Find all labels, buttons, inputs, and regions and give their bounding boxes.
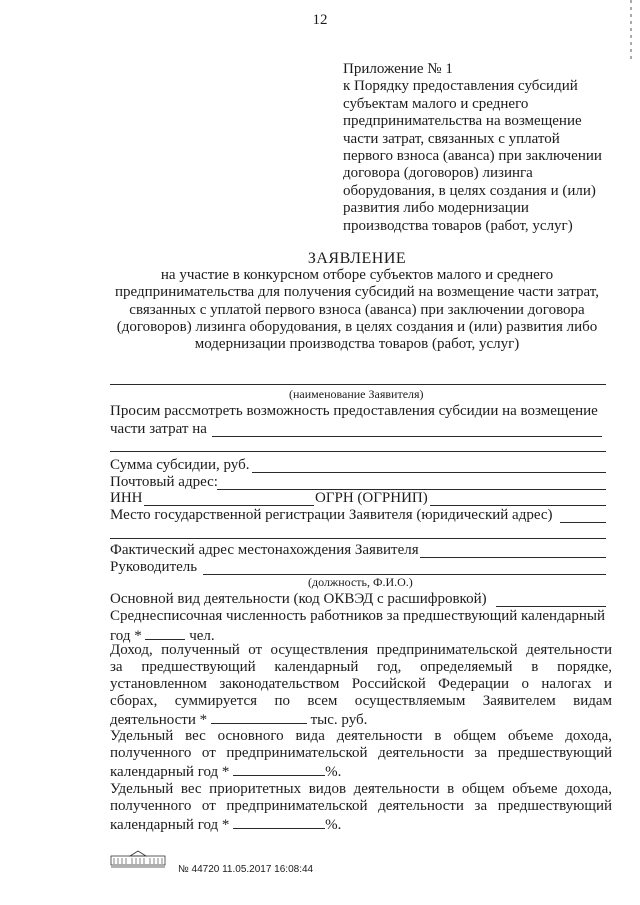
appendix-line: развития либо модернизации — [343, 200, 529, 217]
priority-share-prefix: календарный год * — [110, 817, 230, 833]
ogrn-field[interactable] — [430, 505, 606, 506]
inn-field[interactable] — [144, 505, 314, 506]
main-share-field[interactable] — [233, 762, 325, 776]
document-title: ЗАЯВЛЕНИЕ — [307, 250, 407, 267]
registration-place-label: Место государственной регистрации Заявителя (юридический адрес) — [110, 507, 553, 523]
main-share-percent: %. — [325, 764, 342, 780]
headcount-field[interactable] — [145, 626, 185, 640]
appendix-line: предпринимательства на возмещение — [343, 113, 582, 130]
priority-share-field[interactable] — [233, 815, 325, 829]
appendix-line: оборудования, в целях создания и (или) — [343, 182, 596, 199]
main-share-prefix: календарный год * — [110, 764, 230, 780]
actual-address-label: Фактический адрес местонахождения Заявителя — [110, 542, 419, 558]
subtitle-line: (договоров) лизинга оборудования, в целях создания и (или) развития либо — [116, 318, 598, 335]
main-share-row — [110, 762, 341, 781]
priority-share-line: полученного от предпринимательской деятельности за предшествующий — [110, 798, 612, 814]
okved-field[interactable] — [496, 606, 606, 607]
income-line: установленном законодательством Российской Федерации о налогах и — [110, 676, 612, 692]
headcount-text: Среднесписочная численность работников за предшествующий календарный — [110, 608, 605, 624]
cost-purpose-field[interactable] — [212, 436, 602, 437]
ogrn-label: ОГРН (ОГРНИП) — [315, 490, 428, 506]
appendix-line: первого взноса (аванса) при заключении — [343, 148, 602, 165]
income-last-row — [110, 710, 367, 729]
subtitle-line: модернизации производства товаров (работ, услуг) — [194, 336, 520, 353]
applicant-name-field[interactable] — [110, 384, 606, 385]
subsidy-amount-label: Сумма субсидии, руб. — [110, 457, 250, 473]
appendix-line: к Порядку предоставления субсидий — [343, 78, 578, 95]
document-subtitle — [0, 267, 640, 353]
income-field[interactable] — [211, 710, 307, 724]
priority-share-row — [110, 815, 341, 834]
income-line: сборах, суммируется по всем осуществляемым Заявителем видам — [110, 693, 612, 709]
scan-edge-mark — [628, 0, 636, 60]
building-logo-icon — [110, 850, 166, 868]
appendix-line: субъектам малого и среднего — [343, 95, 529, 112]
registration-place-field[interactable] — [560, 522, 606, 523]
priority-share-percent: %. — [325, 817, 342, 833]
subtitle-line: связанных с уплатой первого взноса (аванса) при заключении договора — [129, 301, 585, 318]
inn-label: ИНН — [110, 490, 143, 506]
appendix-line: Приложение № 1 — [343, 61, 453, 77]
headcount-prefix: год * — [110, 628, 142, 644]
okved-label: Основной вид деятельности (код ОКВЭД с расшифровкой) — [110, 591, 487, 607]
income-line: Доход, полученный от осуществления предпринимательской деятельности — [110, 642, 612, 658]
page-number: 12 — [312, 12, 328, 28]
income-unit: тыс. руб. — [310, 712, 368, 728]
appendix-block — [343, 61, 602, 235]
priority-share-line: Удельный вес приоритетных видов деятельности в общем объеме дохода, — [110, 781, 612, 797]
main-share-line: полученного от предпринимательской деятельности за предшествующий — [110, 745, 612, 761]
cost-purpose-field-continued[interactable] — [110, 451, 606, 452]
appendix-line: договора (договоров) лизинга — [343, 165, 533, 182]
registration-stamp: № 44720 11.05.2017 16:08:44 — [178, 864, 314, 875]
applicant-name-caption: (наименование Заявителя) — [289, 387, 424, 401]
request-text: Просим рассмотреть возможность предоставления субсидии на возмещение — [110, 403, 598, 419]
head-caption: (должность, Ф.И.О.) — [308, 575, 413, 589]
request-text-prefix: части затрат на — [110, 421, 207, 437]
appendix-line: производства товаров (работ, услуг) — [343, 217, 573, 234]
appendix-line: части затрат, связанных с уплатой — [343, 130, 560, 147]
registration-place-field-continued[interactable] — [110, 538, 606, 539]
headcount-unit: чел. — [189, 628, 215, 644]
main-share-line: Удельный вес основного вида деятельности в общем объеме дохода, — [110, 728, 612, 744]
actual-address-field[interactable] — [420, 557, 606, 558]
income-prefix: деятельности * — [110, 712, 208, 728]
income-line: за предшествующий календарный год, определяемый в порядке, — [110, 659, 612, 675]
subtitle-line: предпринимательства для получения субсидий на возмещение части затрат, — [115, 284, 599, 301]
subsidy-amount-field[interactable] — [252, 472, 606, 473]
head-label: Руководитель — [110, 559, 198, 575]
postal-address-label: Почтовый адрес: — [110, 474, 218, 490]
subtitle-line: на участие в конкурсном отборе субъектов малого и среднего — [160, 267, 554, 283]
